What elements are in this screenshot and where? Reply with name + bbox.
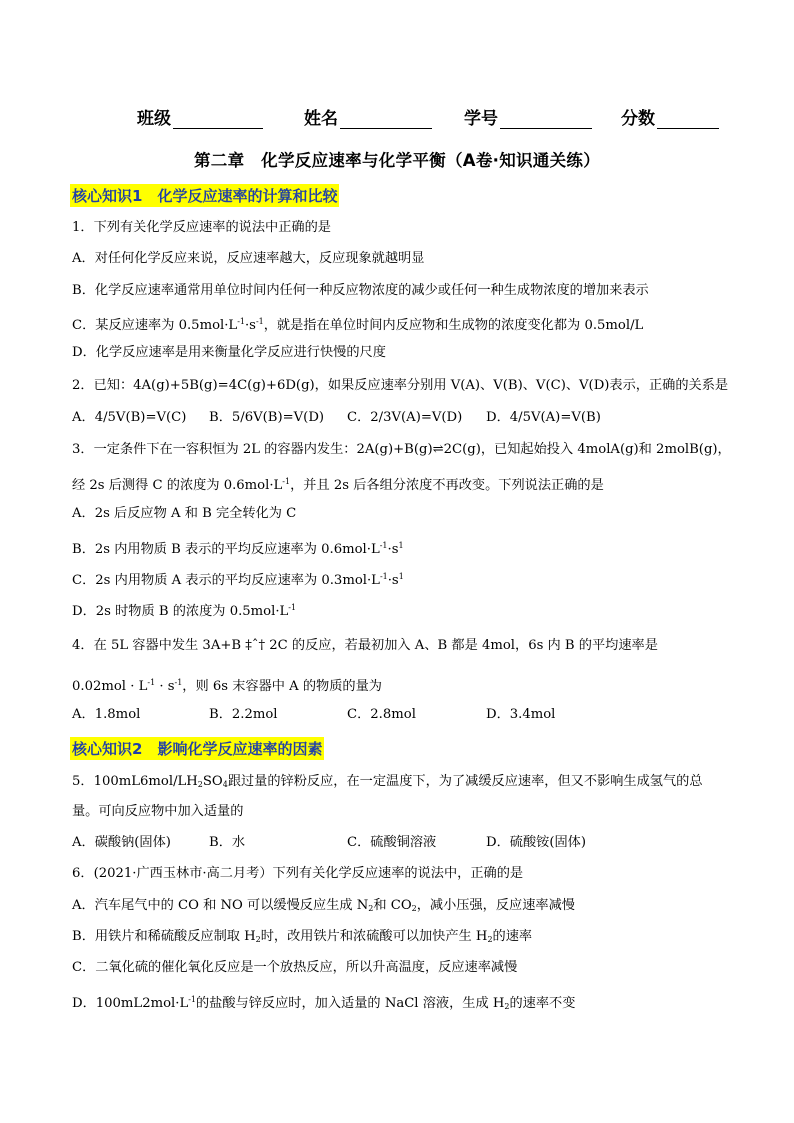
question-2-option-d: D．4/5V(A)=V(B) (486, 410, 601, 425)
class-field (137, 104, 263, 129)
question-4-option-a: A．1.8mol (72, 707, 141, 722)
q3c-sup-1: -1 (379, 572, 388, 581)
q6b-text-3: 的速率 (492, 929, 533, 944)
question-5-option-d: D．硫酸铵(固体) (486, 835, 586, 850)
q3c-sup-2: 1 (398, 572, 404, 581)
question-1-option-b: B．化学反应速率通常用单位时间内任何一种反应物浓度的减少或任何一种生成物浓度的增加来表示 (72, 283, 649, 298)
student-info-line (0, 104, 794, 132)
q6d-sub: 2 (504, 1002, 510, 1011)
q6a-sub-1: 2 (368, 904, 374, 913)
class-blank[interactable] (173, 110, 263, 129)
q6d-text-1: D．100mL2mol·L (72, 996, 189, 1011)
question-5-option-b: B．水 (209, 835, 246, 850)
question-2-option-c: C．2/3V(A)=V(D) (347, 410, 463, 425)
student-id-label: 学号 (464, 109, 498, 129)
question-3-stem-line-1: 3．一定条件下在一容积恒为 2L 的容器内发生：2A(g)+B(g)⇌2C(g)，已知起始投入 4molA(g)和 2molB(g)， (72, 442, 731, 457)
q5-sub-2: 4 (222, 780, 228, 789)
student-id-blank[interactable] (500, 110, 592, 129)
class-label: 班级 (137, 109, 171, 129)
q4-stem-text-1: 0.02mol · L (72, 679, 148, 694)
q4-stem-sup-1: -1 (147, 678, 156, 687)
question-4-stem-line-2 (72, 674, 382, 696)
section-heading-1: 核心知识1 化学反应速率的计算和比较 (70, 184, 339, 207)
score-blank[interactable] (657, 110, 719, 129)
question-1-option-c (72, 313, 643, 335)
q3d-text: D．2s 时物质 B 的浓度为 0.5mol·L (72, 604, 289, 619)
question-6-stem: 6．(2021·广西玉林市·高二月考）下列有关化学反应速率的说法中，正确的是 (72, 866, 524, 881)
q6a-sub-2: 2 (411, 904, 417, 913)
q1c-sup-1: -1 (237, 317, 245, 326)
q5-text-3: 跟过量的锌粉反应，在一定温度下，为了减缓反应速率，但又不影响生成氢气的总 (227, 774, 703, 789)
q3-stem-text-1: 经 2s 后测得 C 的浓度为 0.6mol·L (72, 478, 283, 493)
q3d-sup: -1 (288, 603, 297, 612)
question-5-option-c: C．硫酸铜溶液 (347, 835, 437, 850)
question-1-stem: 1．下列有关化学反应速率的说法中正确的是 (72, 220, 331, 235)
q4-stem-text-3: ，则 6s 末容器中 A 的物质的量为 (182, 679, 382, 694)
q4-stem-sup-2: -1 (174, 678, 183, 687)
name-field (304, 104, 432, 129)
question-2-stem: 2．已知：4A(g)+5B(g)=4C(g)+6D(g)，如果反应速率分别用 V(A)、V(B)、V(C)、V(D)表示，正确的关系是 (72, 378, 729, 393)
q5-text-1: 5．100mL6mol/LH (72, 774, 198, 789)
question-4-option-c: C．2.8mol (347, 707, 416, 722)
question-3-option-d (72, 599, 296, 621)
q3b-s-unit: ·s (387, 542, 399, 557)
name-label: 姓名 (304, 109, 338, 129)
q1c-text-3: ，就是指在单位时间内反应物和生成物的浓度变化都为 0.5mol/L (263, 318, 644, 333)
q6b-text-1: B．用铁片和稀硫酸反应制取 H (72, 929, 256, 944)
q3b-text: B．2s 内用物质 B 表示的平均反应速率为 0.6mol·L (72, 542, 380, 557)
question-4-stem-line-1: 4．在 5L 容器中发生 3A+B ‡ˆ† 2C 的反应，若最初加入 A、B 都是 4mol，6s 内 B 的平均速率是 (72, 638, 658, 653)
question-6-option-d (72, 991, 575, 1016)
question-4-option-b: B．2.2mol (209, 707, 278, 722)
question-3-option-c (72, 568, 404, 590)
q6b-sub-1: 2 (255, 935, 261, 944)
question-5-option-a: A．碳酸钠(固体) (72, 835, 171, 850)
name-blank[interactable] (340, 110, 432, 129)
q3c-text: C．2s 内用物质 A 表示的平均反应速率为 0.3mol·L (72, 573, 380, 588)
question-6-option-b (72, 928, 532, 949)
section-heading-2: 核心知识2 影响化学反应速率的因素 (70, 737, 324, 760)
q6d-sup: -1 (188, 995, 196, 1004)
q6b-text-2: 时，改用铁片和浓硫酸可以加快产生 H (260, 929, 488, 944)
question-3-option-a: A．2s 后反应物 A 和 B 完全转化为 C (72, 506, 297, 521)
q1c-text-1: C．某反应速率为 0.5mol·L (72, 318, 238, 333)
q6d-text-3: 的速率不变 (509, 996, 576, 1011)
q6b-sub-2: 2 (487, 935, 493, 944)
question-2-option-b: B．5/6V(B)=V(D) (209, 410, 325, 425)
question-6-option-a (72, 897, 575, 918)
score-label: 分数 (621, 109, 655, 129)
question-3-option-b (72, 537, 404, 559)
question-6-option-c: C．二氧化硫的催化氧化反应是一个放热反应，所以升高温度，反应速率减慢 (72, 960, 518, 975)
question-4-option-d: D．3.4mol (486, 707, 556, 722)
q3c-s-unit: ·s (387, 573, 399, 588)
q6a-text-2: 和 CO (373, 898, 412, 913)
q1c-sup-2: -1 (255, 317, 264, 326)
q6d-text-2: 的盐酸与锌反应时，加入适量的 NaCl 溶液，生成 H (196, 996, 505, 1011)
question-5-stem-line-2: 量。可向反应物中加入适量的 (72, 804, 244, 819)
q6a-text-1: A．汽车尾气中的 CO 和 NO 可以缓慢反应生成 N (72, 898, 369, 913)
q3b-sup-2: 1 (398, 541, 404, 550)
score-field (621, 104, 719, 129)
student-id-field (464, 104, 592, 129)
q6a-text-3: ，减小压强，反应速率减慢 (416, 898, 575, 913)
q5-text-2: SO (202, 774, 223, 789)
question-2-option-a: A．4/5V(B)=V(C) (72, 410, 187, 425)
q4-stem-text-2: · s (155, 679, 175, 694)
q3-stem-sup: -1 (282, 477, 291, 486)
question-1-option-d: D．化学反应速率是用来衡量化学反应进行快慢的尺度 (72, 345, 386, 360)
q1c-text-2: ·s (244, 318, 256, 333)
q5-sub-1: 2 (197, 780, 203, 789)
page-title: 第二章 化学反应速率与化学平衡（A卷·知识通关练） (193, 151, 601, 170)
q3b-sup-1: -1 (379, 541, 388, 550)
question-3-stem-line-2 (72, 473, 604, 495)
question-5-stem-line-1 (72, 773, 703, 794)
question-1-option-a: A．对任何化学反应来说，反应速率越大，反应现象就越明显 (72, 251, 425, 266)
q3-stem-text-2: ，并且 2s 后各组分浓度不再改变。下列说法正确的是 (290, 478, 604, 493)
